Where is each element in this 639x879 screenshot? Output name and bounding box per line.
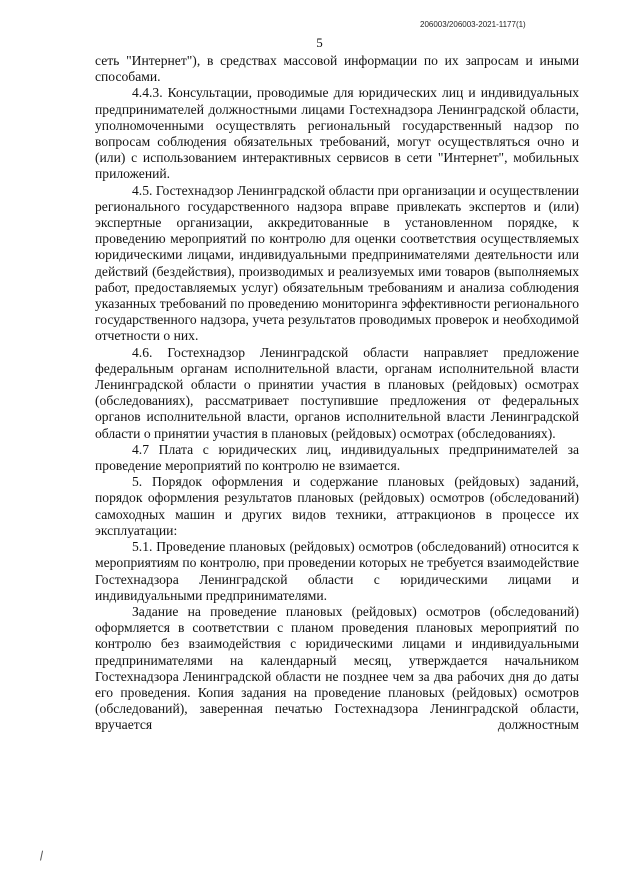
document-id: 206003/206003-2021-1177(1) [420, 20, 526, 29]
margin-pen-mark [40, 851, 47, 862]
paragraph-4-4-3: 4.4.3. Консультации, проводимые для юридических лиц и индивидуальных предпринимателей должностными лицами Гостехнадзора Ленинградской области, уполномоченными осуществлять региональный государственный надзор по вопросам соблюдения обязательных требований, могут осуществляться очно и (или) с использованием интерактивных сервисов в сети "Интернет", мобильных приложений. [95, 85, 579, 182]
paragraph-task-assignment: Задание на проведение плановых (рейдовых) осмотров (обследований) оформляется в соответствии с планом проведения плановых мероприятий по контролю без взаимодействия с юридическими лицами и индивидуальными предпринимателями на календарный месяц, утверждается начальником Гостехнадзора Ленинградской области не позднее чем за два рабочих дня до даты его проведения. Копия задания на проведение плановых (рейдовых) осмотров (обследований), заверенная печатью Гостехнадзора Ленинградской области, вручается должностным [95, 603, 579, 733]
paragraph-5-1: 5.1. Проведение плановых (рейдовых) осмотров (обследований) относится к мероприятиям по контролю, при проведении которых не требуется взаимодействие Гостехнадзора Ленинградской области с юридическими лицами и индивидуальными предпринимателями. [95, 539, 579, 603]
document-body [95, 53, 579, 734]
paragraph-continuation: сеть "Интернет"), в средствах массовой информации по их запросам и иными способами. [95, 53, 579, 85]
paragraph-4-6: 4.6. Гостехнадзор Ленинградской области направляет предложение федеральным органам исполнительной власти, органам исполнительной власти Ленинградской области о принятии участия в плановых (рейдовых) осмотрах (обследованиях), рассматривает поступившие предложения от федеральных органов исполнительной власти, органов исполнительной власти Ленинградской области о принятии участия в плановых (рейдовых) осмотрах (обследованиях). [95, 344, 579, 441]
paragraph-4-7: 4.7 Плата с юридических лиц, индивидуальных предпринимателей за проведение мероприятий по контролю не взимается. [95, 441, 579, 474]
page-number: 5 [316, 35, 323, 50]
paragraph-4-5: 4.5. Гостехнадзор Ленинградской области при организации и осуществлении регионального государственного надзора вправе привлекать экспертов и (или) экспертные организации, аккредитованные в установленном порядке, к проведению мероприятий по контролю для оценки соответствия осуществляемых юридическими лицами, индивидуальными предпринимателями деятельности или действий (бездействия), производимых и реализуемых ими товаров (выполняемых работ, предоставляемых услуг) обязательным требованиям и анализа соблюдения указанных требований по проведению мониторинга эффективности регионального государственного надзора, учета результатов проводимых проверок и необходимой отчетности о них. [95, 182, 579, 344]
paragraph-5: 5. Порядок оформления и содержание плановых (рейдовых) заданий, порядок оформления результатов плановых (рейдовых) осмотров (обследований) самоходных машин и других видов техники, аттракционов в процессе их эксплуатации: [95, 474, 579, 538]
